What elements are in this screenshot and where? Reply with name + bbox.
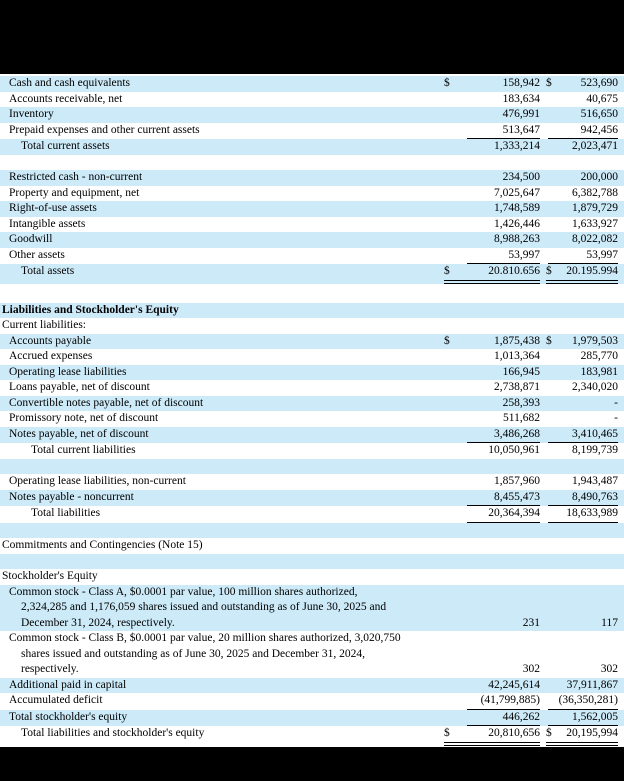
amount-cell-period1 (444, 710, 540, 727)
amount-cell-period1 (444, 506, 540, 523)
amount-period1: 231 (522, 616, 540, 629)
amount-inner (546, 264, 618, 284)
row-label: Convertible notes payable, net of discount (9, 396, 204, 409)
amount-period2: 8,199,739 (572, 444, 618, 456)
amount-inner (546, 427, 618, 444)
row-label: Stockholder's Equity (2, 570, 98, 582)
row-label: Total current assets (21, 140, 110, 152)
amount-cell-period1 (444, 334, 540, 350)
amount-cell-period1 (444, 170, 540, 186)
amount-inner (444, 726, 540, 746)
row-label: Accumulated deficit (9, 694, 103, 706)
amount-inner (444, 490, 540, 507)
amount-inner (546, 365, 618, 381)
row-label: Restricted cash - non-current (9, 171, 143, 183)
table-row (0, 538, 624, 554)
amount-period1: 183,634 (502, 92, 540, 105)
amount-inner (444, 396, 540, 412)
amount-cell-period1 (444, 693, 540, 710)
row-label: Goodwill (9, 233, 53, 245)
amount-cell-period2 (546, 186, 618, 202)
amount-cell-period2 (546, 107, 618, 123)
row-label: Property and equipment, net (9, 186, 140, 199)
amount-inner (444, 411, 540, 427)
amount-inner (444, 139, 540, 155)
amount-period1: 1,333,214 (494, 140, 540, 152)
amount-cell-period2 (546, 334, 618, 350)
dollar-sign: $ (444, 334, 450, 347)
amount-cell-period1 (444, 631, 540, 678)
amount-inner (546, 201, 618, 217)
row-label-line: December 31, 2024, respectively. (21, 616, 175, 629)
row-label: Notes payable, net of discount (9, 427, 149, 440)
amount-period2: 53,997 (548, 248, 618, 265)
amount-inner (444, 76, 540, 92)
table-row (0, 678, 624, 694)
row-label (0, 585, 444, 632)
amount-period2: 1,562,005 (548, 710, 618, 727)
amount-cell-period1 (444, 380, 540, 396)
amount-inner (444, 710, 540, 727)
table-row (0, 139, 624, 155)
amount-inner (444, 248, 540, 265)
amount-cell-period2 (546, 318, 618, 334)
amount-cell-period1 (444, 303, 540, 319)
row-label: Cash and cash equivalents (9, 77, 131, 89)
row-label: Commitments and Contingencies (Note 15) (2, 539, 203, 551)
dollar-sign: $ (444, 727, 450, 739)
amount-period2: 117 (601, 616, 618, 629)
amount-period2: 200,000 (580, 171, 618, 183)
amount-inner (444, 201, 540, 217)
amount-inner (444, 662, 540, 678)
amount-period2: 302 (600, 663, 618, 675)
row-label: Notes payable - noncurrent (9, 490, 134, 503)
table-row (0, 585, 624, 632)
amount-cell-period2 (546, 411, 618, 427)
table-row (0, 264, 624, 284)
table-row (0, 380, 624, 396)
amount-inner (444, 678, 540, 694)
amount-period2: 40,675 (586, 92, 618, 105)
amount-inner (546, 380, 618, 396)
amount-inner (444, 380, 540, 396)
amount-period2: 1,879,729 (572, 202, 618, 214)
amount-period1: 446,262 (467, 710, 540, 727)
amount-period1: 8,455,473 (467, 490, 540, 507)
amount-cell-period1 (444, 474, 540, 490)
amount-inner (546, 443, 618, 459)
amount-inner (444, 443, 540, 459)
amount-period1: 8,988,263 (494, 233, 540, 245)
amount-period1: 1,875,438 (494, 334, 540, 347)
amount-period2: 516,650 (580, 108, 618, 120)
spacer-row (0, 459, 624, 475)
row-label: Total liabilities (31, 507, 101, 519)
table-row (0, 107, 624, 123)
amount-cell-period2 (546, 380, 618, 396)
amount-period2: (36,350,281) (548, 693, 618, 710)
amount-period2: 523,690 (580, 77, 618, 89)
amount-period2: - (614, 396, 618, 409)
table-row (0, 232, 624, 248)
amount-cell-period1 (444, 264, 540, 284)
dollar-sign: $ (546, 334, 552, 347)
dollar-sign: $ (546, 77, 552, 89)
amount-period2: 942,456 (548, 123, 618, 140)
amount-cell-period1 (444, 538, 540, 554)
amount-period2: 37,911,867 (566, 678, 618, 691)
amount-cell-period1 (444, 365, 540, 381)
amount-period1: 7,025,647 (494, 186, 540, 199)
amount-cell-period1 (444, 217, 540, 233)
table-row (0, 334, 624, 350)
row-label: Total liabilities and stockholder's equity (21, 727, 205, 739)
amount-period1: (41,799,885) (467, 693, 540, 710)
amount-inner (444, 264, 540, 284)
amount-period1: 2,738,871 (494, 381, 540, 393)
amount-inner (546, 490, 618, 507)
amount-period1: 1,748,589 (494, 202, 540, 214)
table-row (0, 710, 624, 727)
amount-inner (546, 76, 618, 92)
amount-period1: 234,500 (502, 171, 540, 183)
table-row (0, 170, 624, 186)
amount-cell-period2 (546, 76, 618, 92)
amount-inner (444, 232, 540, 248)
amount-inner (444, 92, 540, 108)
amount-cell-period1 (444, 107, 540, 123)
amount-inner (444, 349, 540, 365)
amount-cell-period2 (546, 201, 618, 217)
table-row (0, 490, 624, 507)
amount-cell-period2 (546, 678, 618, 694)
row-label: Accrued expenses (9, 350, 93, 362)
amount-cell-period2 (546, 264, 618, 284)
amount-cell-period1 (444, 232, 540, 248)
table-row (0, 411, 624, 427)
spacer-row (0, 523, 624, 539)
amount-cell-period2 (546, 631, 618, 678)
amount-period1: 1,857,960 (494, 475, 540, 487)
amount-period1: 10,050,961 (488, 444, 540, 456)
amount-inner (546, 334, 618, 350)
amount-period1: 20,810,656 (488, 727, 540, 739)
row-label (0, 631, 444, 678)
amount-cell-period1 (444, 411, 540, 427)
amount-inner (444, 616, 540, 632)
table-row (0, 318, 624, 334)
amount-inner (444, 474, 540, 490)
amount-cell-period1 (444, 585, 540, 632)
table-row (0, 427, 624, 444)
amount-period1: 258,393 (502, 396, 540, 409)
bottom-black-band (0, 747, 624, 781)
amount-cell-period2 (546, 443, 618, 459)
amount-period2: 6,382,788 (572, 186, 618, 199)
amount-period1: 158,942 (502, 77, 540, 89)
row-label: Additional paid in capital (9, 678, 127, 691)
amount-inner (546, 662, 618, 678)
table-row (0, 248, 624, 265)
amount-inner (546, 616, 618, 632)
amount-inner (546, 139, 618, 155)
amount-period2: 18,633,989 (548, 506, 618, 523)
row-label: Inventory (9, 108, 54, 120)
table-row (0, 303, 624, 319)
amount-cell-period2 (546, 726, 618, 746)
amount-period1: 166,945 (502, 365, 540, 378)
table-row (0, 76, 624, 92)
top-black-band (0, 0, 624, 74)
amount-inner (546, 710, 618, 727)
amount-inner (546, 217, 618, 233)
row-label: Accounts payable (9, 334, 92, 347)
amount-period2: 1,979,503 (572, 334, 618, 347)
amount-period2: 183,981 (580, 365, 618, 378)
amount-period1: 3,486,268 (467, 427, 540, 444)
amount-inner (546, 693, 618, 710)
row-label: Current liabilities: (2, 319, 86, 331)
table-row (0, 349, 624, 365)
amount-period1: 20.810.656 (488, 265, 540, 277)
table-row (0, 365, 624, 381)
amount-cell-period2 (546, 396, 618, 412)
amount-period2: 20.195.994 (566, 265, 618, 277)
amount-cell-period2 (546, 170, 618, 186)
amount-cell-period1 (444, 318, 540, 334)
dollar-sign: $ (546, 265, 552, 277)
amount-cell-period1 (444, 139, 540, 155)
amount-period2: 2,023,471 (572, 140, 618, 152)
table-row (0, 506, 624, 523)
dollar-sign: $ (444, 265, 450, 277)
amount-inner (444, 217, 540, 233)
amount-cell-period1 (444, 427, 540, 444)
amount-period2: 285,770 (580, 350, 618, 362)
table-row (0, 201, 624, 217)
amount-cell-period1 (444, 248, 540, 265)
amount-inner (444, 334, 540, 350)
row-label: Operating lease liabilities (9, 365, 127, 378)
amount-inner (546, 123, 618, 140)
row-label: Accounts receivable, net (9, 92, 123, 105)
table-row (0, 186, 624, 202)
row-label: Promissory note, net of discount (9, 412, 159, 424)
spacer-row (0, 284, 624, 303)
amount-cell-period2 (546, 349, 618, 365)
amount-period2: 1,943,487 (572, 475, 618, 487)
amount-inner (546, 396, 618, 412)
amount-cell-period2 (546, 303, 618, 319)
amount-inner (444, 123, 540, 140)
table-row (0, 396, 624, 412)
amount-cell-period1 (444, 443, 540, 459)
amount-period1: 513,647 (467, 123, 540, 140)
amount-period2: 1,633,927 (572, 217, 618, 230)
amount-period2: 8,490,763 (548, 490, 618, 507)
amount-cell-period2 (546, 474, 618, 490)
table-row (0, 217, 624, 233)
row-label: Loans payable, net of discount (9, 381, 150, 393)
amount-inner (444, 506, 540, 523)
amount-cell-period2 (546, 217, 618, 233)
table-row (0, 726, 624, 746)
amount-inner (444, 107, 540, 123)
amount-cell-period1 (444, 123, 540, 140)
row-label: Total current liabilities (31, 444, 136, 456)
amount-period2: - (614, 412, 618, 424)
amount-inner (546, 232, 618, 248)
table-row (0, 631, 624, 678)
row-label: Total assets (21, 265, 75, 277)
row-label-line: Common stock - Class B, $0.0001 par value, 20 million shares authorized, 3,020,750 (9, 632, 401, 644)
row-label: Total stockholder's equity (9, 710, 128, 723)
balance-sheet-table (0, 74, 624, 746)
amount-inner (444, 365, 540, 381)
amount-cell-period2 (546, 92, 618, 108)
amount-cell-period1 (444, 396, 540, 412)
dollar-sign: $ (546, 727, 552, 739)
amount-period1: 476,991 (502, 108, 540, 120)
spacer-row (0, 155, 624, 171)
amount-period2: 8,022,082 (572, 233, 618, 245)
amount-cell-period2 (546, 232, 618, 248)
amount-inner (444, 170, 540, 186)
amount-cell-period1 (444, 92, 540, 108)
table-row (0, 569, 624, 585)
amount-cell-period1 (444, 186, 540, 202)
amount-cell-period2 (546, 139, 618, 155)
amount-cell-period2 (546, 693, 618, 710)
spacer-row (0, 554, 624, 570)
amount-cell-period2 (546, 365, 618, 381)
amount-period2: 20,195,994 (566, 727, 618, 739)
amount-cell-period2 (546, 427, 618, 444)
amount-inner (546, 248, 618, 265)
row-label-line: 2,324,285 and 1,176,059 shares issued and outstanding as of June 30, 2025 and (21, 601, 387, 613)
row-label-line: shares issued and outstanding as of June 30, 2025 and December 31, 2024, (21, 647, 365, 660)
amount-inner (546, 107, 618, 123)
row-label: Prepaid expenses and other current assets (9, 123, 200, 136)
table-row (0, 92, 624, 108)
amount-period1: 42,245,614 (488, 678, 540, 691)
amount-inner (546, 678, 618, 694)
row-label: Other assets (9, 248, 65, 261)
amount-period1: 20,364,394 (467, 506, 540, 523)
amount-cell-period2 (546, 248, 618, 265)
amount-cell-period2 (546, 710, 618, 727)
amount-inner (546, 170, 618, 186)
amount-inner (546, 474, 618, 490)
table-row (0, 443, 624, 459)
amount-inner (546, 726, 618, 746)
amount-inner (444, 693, 540, 710)
amount-cell-period1 (444, 569, 540, 585)
amount-cell-period2 (546, 569, 618, 585)
row-label: Operating lease liabilities, non-current (9, 475, 186, 487)
amount-cell-period2 (546, 538, 618, 554)
amount-cell-period2 (546, 123, 618, 140)
amount-period2: 2,340,020 (572, 381, 618, 393)
row-label-line: Common stock - Class A, $0.0001 par value, 100 million shares authorized, (9, 585, 358, 598)
table-row (0, 474, 624, 490)
amount-cell-period2 (546, 490, 618, 507)
amount-cell-period1 (444, 201, 540, 217)
amount-inner (546, 186, 618, 202)
amount-cell-period1 (444, 76, 540, 92)
row-label-line: respectively. (21, 663, 79, 675)
amount-inner (444, 427, 540, 444)
amount-cell-period2 (546, 506, 618, 523)
amount-cell-period2 (546, 585, 618, 632)
amount-inner (546, 349, 618, 365)
row-label: Right-of-use assets (9, 202, 97, 214)
row-label: Liabilities and Stockholder's Equity (2, 303, 179, 316)
amount-period1: 302 (522, 663, 540, 675)
amount-inner (546, 506, 618, 523)
dollar-sign: $ (444, 77, 450, 89)
amount-period1: 53,997 (467, 248, 540, 265)
amount-cell-period1 (444, 726, 540, 746)
amount-period1: 511,682 (503, 412, 540, 424)
table-row (0, 693, 624, 710)
amount-cell-period1 (444, 349, 540, 365)
amount-period2: 3,410,465 (548, 427, 618, 444)
amount-inner (546, 92, 618, 108)
amount-inner (546, 411, 618, 427)
row-label: Intangible assets (9, 217, 86, 230)
amount-inner (444, 186, 540, 202)
amount-period1: 1,426,446 (494, 217, 540, 230)
table-row (0, 123, 624, 140)
amount-period1: 1,013,364 (494, 350, 540, 362)
amount-cell-period1 (444, 490, 540, 507)
amount-cell-period1 (444, 678, 540, 694)
